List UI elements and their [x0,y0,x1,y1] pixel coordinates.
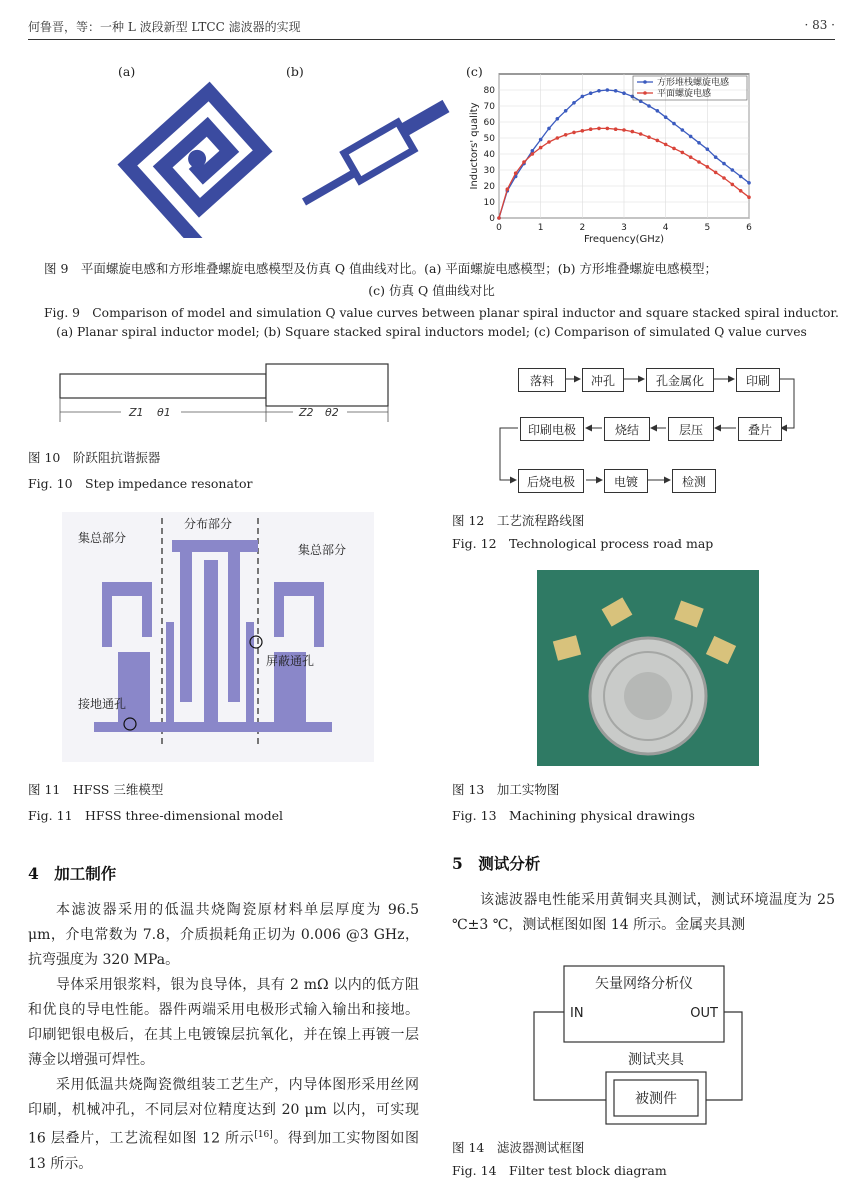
data-point [597,89,601,93]
paragraph: 该滤波器电性能采用黄铜夹具测试，测试环境温度为 25 ℃±3 ℃，测试框图如图 14 所示。金属夹具测 [452,892,835,933]
x-axis-label: Frequency(GHz) [584,234,664,245]
vna-label: 矢量网络分析仪 [595,976,693,992]
data-point [556,136,560,140]
fig11-caption-en: Fig. 11 HFSS three-dimensional model [28,808,284,823]
fig9-label-c: (c) [466,64,483,79]
data-point [539,138,543,142]
fig10-caption-en: Fig. 10 Step impedance resonator [28,476,253,491]
data-point [731,168,735,172]
stacked-spiral-inductor-figure [296,92,456,212]
low-z-section [60,374,266,398]
fig12-caption-cn: 图 12 工艺流程路线图 [452,513,585,528]
data-point [531,152,535,156]
label-ground-via: 接地通孔 [78,697,127,711]
data-point [606,88,610,92]
legend-entry: 平面螺旋电感 [657,89,712,99]
data-point [681,128,685,132]
paragraph: 采用低温共烧陶瓷微组装工艺生产，内导体图形采用丝网印刷，机械冲孔，不同层对位精度达到 20 μm 以内，可实现 16 层叠片，工艺流程如图 12 所示[16]。得到加工实物图如图 13 所示。 [28,1077,420,1172]
paragraph: 本滤波器采用的低温共烧陶瓷原材料单层厚度为 96.5 μm，介电常数为 7.8，介质损耗角正切为 0.006 @3 GHz，抗弯强度为 320 MPa。 [28,902,419,968]
legend-entry: 方形堆栈螺旋电感 [657,78,730,88]
filter-test-block-diagram [528,960,748,1140]
data-point [722,176,726,180]
stacked-body [344,122,414,181]
y-tick-label: 50 [483,134,495,144]
hfss-model-figure [62,512,374,762]
x-tick-label: 4 [662,223,669,233]
x-tick-label: 6 [746,223,752,233]
fig9-caption-en-2: (a) Planar spiral inductor model; (b) Square stacked spiral inductors model; (c) Comparison of simulated Q value curves [56,325,807,339]
fig9-caption-en-1: Fig. 9 Comparison of model and simulation Q value curves between planar spiral inductor and square stacked spiral inductor. [44,306,839,320]
y-tick-label: 60 [483,118,495,128]
data-point [547,127,551,131]
label-theta1: θ1 [157,406,171,419]
label-lumped-right: 集总部分 [298,543,347,557]
citation: [16] [254,1130,273,1140]
running-header: 何鲁晋，等：一种 L 波段新型 LTCC 滤波器的实现 [28,20,301,34]
flow-step-punching: 冲孔 [582,368,624,392]
x-tick-label: 1 [537,223,544,233]
data-point [564,109,568,113]
flow-step-stacking: 叠片 [738,417,782,441]
label-z1: Z1 [129,406,144,419]
data-point [664,143,668,147]
dut-label: 被测件 [635,1091,677,1107]
data-point [631,95,635,99]
data-point [631,130,635,134]
data-point [556,117,560,121]
fig11-caption-cn: 图 11 HFSS 三维模型 [28,782,164,797]
fig13-caption-cn: 图 13 加工实物图 [452,782,560,797]
step-impedance-resonator-figure [55,360,400,432]
data-point [656,139,660,143]
y-tick-label: 10 [483,198,495,208]
label-shield-via: 屏蔽通孔 [266,654,315,668]
x-tick-label: 2 [579,223,586,233]
data-point [689,135,693,139]
section-4-title: 4 加工制作 [28,864,117,883]
q-value-chart [465,66,765,246]
data-point [647,104,651,108]
data-point [639,132,643,136]
data-point [622,91,626,95]
data-point [697,141,701,145]
port-in-label: IN [570,1006,584,1021]
fig9-label-b: (b) [286,64,304,79]
data-point [681,151,685,155]
top-feed-bar [172,540,258,552]
flow-step-inspection: 检测 [672,469,716,493]
data-point [572,131,576,135]
data-point [581,95,585,99]
machined-filter-photo [537,570,759,766]
data-point [514,171,518,175]
label-z2: Z2 [299,406,314,419]
data-point [581,129,585,133]
flow-step-print-electrode: 印刷电极 [520,417,584,441]
data-point [497,216,501,220]
y-tick-label: 20 [483,182,495,192]
flow-step-lamination: 层压 [668,417,714,441]
data-point [506,187,510,191]
fig10-caption-cn: 图 10 阶跃阻抗谐振器 [28,450,161,465]
data-point [697,160,701,164]
fig9-caption-cn-2: (c) 仿真 Q 值曲线对比 [368,283,495,298]
data-point [706,147,710,151]
data-point [722,162,726,166]
data-point [597,127,601,131]
fig14-caption-en: Fig. 14 Filter test block diagram [452,1163,667,1178]
data-point [606,127,610,131]
header-rule [28,39,835,40]
y-tick-label: 80 [483,86,495,96]
y-tick-label: 30 [483,166,495,176]
flow-step-via-metallization: 孔金属化 [646,368,714,392]
x-tick-label: 5 [704,223,711,233]
high-z-section [266,364,388,406]
data-point [647,135,651,139]
label-theta2: θ2 [325,406,339,419]
paragraph: 导体采用银浆料，银为良导体，具有 2 mΩ 以内的低方阻和优良的导电性能。器件两端采用电极形式输入输出和接地。印刷钯银电极后，在其上电镀镍层抗氧化，并在镍上再镀一层薄金以增强可焊性。 [28,977,419,1068]
data-point [689,155,693,159]
fig9-caption-cn-1: 图 9 平面螺旋电感和方形堆叠螺旋电感模型及仿真 Q 值曲线对比。(a) 平面螺旋电感模型；(b) 方形堆叠螺旋电感模型； [44,261,718,276]
y-tick-label: 70 [483,102,495,112]
data-point [614,89,618,93]
flow-step-sintering: 烧结 [604,417,650,441]
flow-step-blanking: 落料 [518,368,566,392]
x-tick-label: 0 [496,223,502,233]
y-tick-label: 0 [489,214,495,224]
data-point [564,133,568,137]
data-point [747,181,751,185]
section-5-title: 5 测试分析 [452,854,541,873]
data-point [706,165,710,169]
data-point [747,195,751,199]
data-point [622,128,626,132]
data-point [731,183,735,187]
fig14-caption-cn: 图 14 滤波器测试框图 [452,1140,585,1155]
section-4-body [28,898,419,1177]
legend-marker [643,91,647,95]
label-distributed: 分布部分 [184,517,233,531]
legend-marker [643,80,647,84]
data-point [672,147,676,151]
data-point [589,91,593,95]
data-point [589,127,593,131]
data-point [522,160,526,164]
data-point [539,146,543,150]
section-5-body [452,888,835,938]
fig13-caption-en: Fig. 13 Machining physical drawings [452,808,695,823]
data-point [664,115,668,119]
y-tick-label: 40 [483,150,495,160]
data-point [739,175,743,179]
data-point [739,189,743,193]
planar-spiral-inductor-figure [110,78,280,238]
label-lumped-left: 集总部分 [78,531,127,545]
flow-step-printing: 印刷 [736,368,780,392]
data-point [714,155,718,159]
flow-step-plating: 电镀 [604,469,648,493]
page-number: · 83 · [804,18,835,32]
data-point [547,140,551,144]
x-tick-label: 3 [621,223,627,233]
data-point [656,109,660,113]
data-point [672,122,676,126]
port-out-label: OUT [690,1006,718,1021]
fig9-label-a: (a) [118,64,136,79]
y-axis-label: Inductors' quality [469,102,480,190]
fig12-caption-en: Fig. 12 Technological process road map [452,536,714,551]
data-point [572,101,576,105]
fixture-label: 测试夹具 [628,1052,684,1068]
data-point [531,149,535,153]
data-point [614,127,618,131]
flow-step-post-fire-electrode: 后烧电极 [518,469,584,493]
data-point [714,171,718,175]
